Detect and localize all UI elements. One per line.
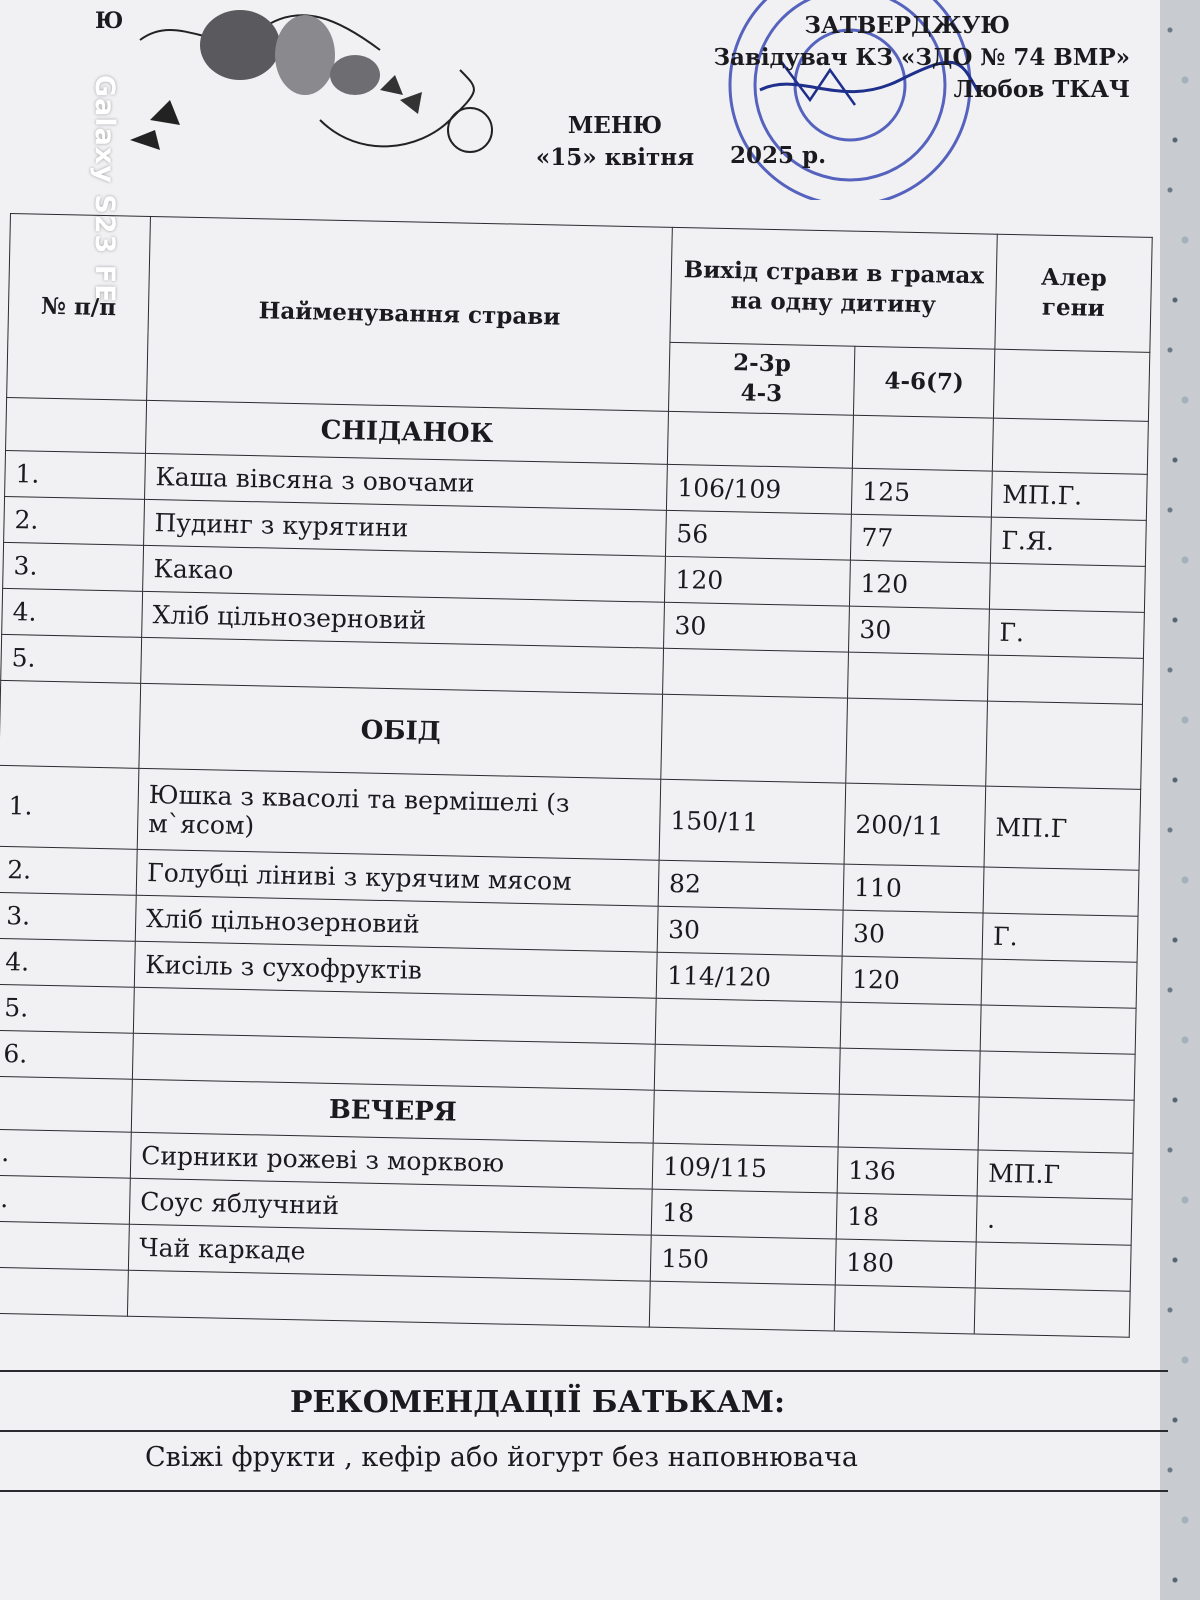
section-title: ОБІД xyxy=(139,683,663,779)
header-age-4-6: 4-6(7) xyxy=(853,346,994,418)
portion-4-6: 180 xyxy=(835,1239,976,1288)
row-num: 1. xyxy=(5,450,146,499)
dish-name: Хліб цільнозерновий xyxy=(135,895,658,952)
portion-2-3: 30 xyxy=(664,602,850,652)
dish-name: Каша вівсяна з овочами xyxy=(145,453,668,510)
header-num: № п/п xyxy=(7,214,151,401)
divider xyxy=(0,1370,1168,1372)
row-num: 6. xyxy=(0,1030,133,1079)
menu-table xyxy=(0,213,1153,1338)
section-title: СНІДАНОК xyxy=(145,400,668,464)
menu-date: «15» квітня xyxy=(535,144,695,171)
portion-2-3: 109/115 xyxy=(652,1143,838,1193)
portion-4-6: 136 xyxy=(837,1147,978,1196)
header-allergens: Алер гени xyxy=(995,234,1152,352)
portion-2-3: 106/109 xyxy=(666,464,852,514)
empty-cell xyxy=(653,1090,839,1147)
row-num: 1. xyxy=(0,765,139,849)
camera-watermark: Galaxy S23 FE xyxy=(89,75,120,304)
allergens: МП.Г xyxy=(977,1150,1133,1199)
empty-cell xyxy=(986,701,1143,789)
dish-name: Какао xyxy=(143,545,666,602)
empty-cell xyxy=(846,698,988,786)
dish-name: Голубці ліниві з курячим мясом xyxy=(136,849,659,906)
dish-name: Кисіль з сухофруктів xyxy=(134,941,657,998)
portion-2-3: 150/11 xyxy=(659,779,846,864)
portion-2-3: 150 xyxy=(650,1235,836,1285)
dish-name: Хліб цільнозерновий xyxy=(142,591,665,648)
section-num xyxy=(6,397,147,453)
dish-name: Сирники рожеві з морквою xyxy=(130,1132,653,1189)
allergens xyxy=(989,563,1145,612)
header-age-2-3 xyxy=(668,342,854,415)
allergens xyxy=(983,867,1139,916)
allergens xyxy=(988,655,1144,704)
empty-cell xyxy=(992,418,1148,474)
portion-4-6: 120 xyxy=(841,956,982,1005)
portion-2-3 xyxy=(655,998,841,1048)
menu-title: МЕНЮ xyxy=(567,112,663,139)
row-num xyxy=(0,1221,129,1270)
header-age-2-3-line1: 2-3р xyxy=(732,349,792,378)
portion-2-3: 114/120 xyxy=(656,952,842,1002)
background-surface xyxy=(1160,0,1200,1600)
row-num: 5. xyxy=(1,634,142,683)
menu-table-body xyxy=(0,397,1148,1337)
portion-2-3 xyxy=(654,1044,840,1094)
portion-4-6 xyxy=(848,652,989,701)
dish-name: Пудинг з курятини xyxy=(144,499,667,556)
allergens xyxy=(981,959,1137,1008)
header-age-2-3-line2: 4-3 xyxy=(740,379,783,408)
allergens xyxy=(975,1242,1131,1291)
portion-4-6: 120 xyxy=(849,560,990,609)
section-num xyxy=(0,1076,132,1132)
row-num: 2. xyxy=(4,496,145,545)
menu-year: 2025 р. xyxy=(730,142,827,169)
portion-4-6: 30 xyxy=(848,606,989,655)
portion-2-3: 30 xyxy=(657,906,843,956)
portion-4-6: 110 xyxy=(843,864,984,913)
dish-name: Чай каркаде xyxy=(128,1224,651,1281)
empty-cell xyxy=(661,694,848,783)
header-output: Вихід страви в грамах на одну дитину xyxy=(670,227,997,349)
row-num: 3. xyxy=(0,892,136,941)
portion-4-6: 18 xyxy=(836,1193,977,1242)
portion-4-6: 30 xyxy=(842,910,983,959)
dish-name: Юшка з квасолі та вермішелі (з м`ясом) xyxy=(137,768,661,860)
section-num xyxy=(0,680,141,768)
portion-4-6 xyxy=(839,1048,980,1097)
recommendations-title: РЕКОМЕНДАЦІЇ БАТЬКАМ: xyxy=(290,1385,786,1420)
menu-title-block xyxy=(520,110,710,174)
portion-4-6: 125 xyxy=(851,468,992,517)
portion-2-3: 120 xyxy=(664,556,850,606)
divider xyxy=(0,1430,1168,1432)
recommendations-text: Свіжі фрукти , кефір або йогурт без наповнювача xyxy=(145,1442,859,1473)
approval-title: ЗАТВЕРДЖУЮ xyxy=(804,12,1010,39)
corner-letter: Ю xyxy=(95,8,124,34)
allergens xyxy=(979,1051,1135,1100)
allergens: Г. xyxy=(982,913,1138,962)
allergens: Г. xyxy=(988,609,1144,658)
portion-4-6 xyxy=(840,1002,981,1051)
portion-2-3: 18 xyxy=(651,1189,837,1239)
empty-cell xyxy=(852,415,993,471)
row-num: 4. xyxy=(2,588,143,637)
allergens xyxy=(980,1005,1136,1054)
empty-cell xyxy=(838,1094,979,1150)
row-num: 2. xyxy=(0,846,137,895)
portion-4-6 xyxy=(834,1285,975,1334)
row-num: . xyxy=(0,1175,130,1224)
portion-2-3: 82 xyxy=(658,860,844,910)
divider xyxy=(0,1490,1168,1492)
allergens: . xyxy=(976,1196,1132,1245)
empty-cell xyxy=(978,1097,1134,1153)
dish-name: Соус яблучний xyxy=(129,1178,652,1235)
row-num: 3. xyxy=(3,542,144,591)
allergens xyxy=(974,1288,1130,1337)
row-num xyxy=(0,1267,128,1316)
header-empty xyxy=(993,349,1149,421)
allergens: МП.Г xyxy=(984,786,1141,870)
row-num: . xyxy=(0,1129,131,1178)
approval-block xyxy=(530,10,1130,106)
allergens: Г.Я. xyxy=(990,517,1146,566)
row-num: 4. xyxy=(0,938,135,987)
portion-2-3 xyxy=(649,1281,835,1331)
empty-cell xyxy=(667,411,853,468)
fruit-ornament-icon xyxy=(120,0,500,170)
header-name: Найменування страви xyxy=(147,216,673,411)
approval-name: Любов ТКАЧ xyxy=(953,76,1130,103)
portion-4-6: 200/11 xyxy=(844,783,986,867)
portion-4-6: 77 xyxy=(850,514,991,563)
portion-2-3: 56 xyxy=(665,510,851,560)
row-num: 5. xyxy=(0,984,134,1033)
portion-2-3 xyxy=(663,648,849,698)
approval-position: Завідувач КЗ «ЗДО № 74 ВМР» xyxy=(713,44,1130,71)
allergens: МП.Г. xyxy=(991,471,1147,520)
section-title: ВЕЧЕРЯ xyxy=(131,1079,654,1143)
